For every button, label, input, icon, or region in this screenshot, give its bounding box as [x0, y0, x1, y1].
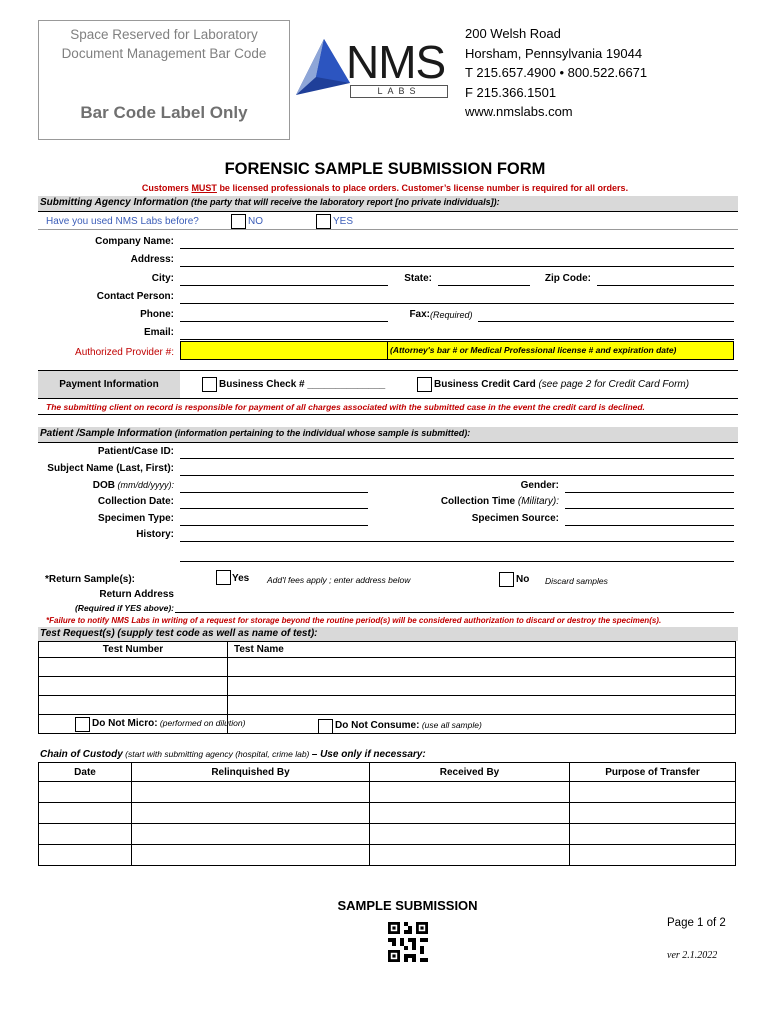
custody-relinquished-header — [132, 763, 370, 782]
contact-field[interactable] — [180, 303, 734, 304]
custody-cell[interactable] — [370, 845, 570, 866]
test-number-cell[interactable] — [39, 696, 228, 715]
test-number-header-text: Test Number — [102, 644, 164, 655]
gender-field[interactable] — [565, 492, 734, 493]
do-not-micro-label — [92, 718, 245, 729]
nms-logo-pyramid-icon — [296, 39, 350, 99]
nms-logo-sub: LABS — [350, 85, 448, 98]
barcode-box-line2: Document Management Bar Code — [61, 46, 267, 61]
table-row — [39, 803, 736, 824]
custody-cell[interactable] — [370, 803, 570, 824]
collection-time-field[interactable] — [565, 508, 734, 509]
patient-header-bold: Patient /Sample Information — [40, 428, 173, 439]
custody-cell[interactable] — [39, 824, 132, 845]
notice-post: be licensed professionals to place orders. Customer’s license number is required for all orders. — [216, 183, 629, 193]
city-label: City: — [151, 273, 174, 284]
page-number: Page 1 of 2 — [667, 917, 726, 929]
case-id-field[interactable] — [180, 458, 734, 459]
address-phone: T 215.657.4900 • 800.522.6671 — [465, 65, 648, 80]
form-title: FORENSIC SAMPLE SUBMISSION FORM — [224, 160, 546, 178]
barcode-box-label: Bar Code Label Only — [80, 103, 248, 122]
do-not-micro-note: (performed on dilution) — [157, 718, 246, 728]
fax-label-text: Fax: — [409, 309, 430, 320]
custody-cell[interactable] — [370, 782, 570, 803]
test-name-cell[interactable] — [228, 696, 736, 715]
collection-time-text: Collection Time — [440, 496, 516, 507]
license-notice — [0, 183, 770, 193]
credit-card-checkbox[interactable] — [417, 377, 432, 392]
credit-card-text: Business Credit Card — [434, 379, 536, 390]
history-label: History: — [136, 529, 174, 540]
custody-cell[interactable] — [370, 824, 570, 845]
return-address-field[interactable] — [175, 612, 734, 613]
agency-header-bold: Submitting Agency Information — [40, 197, 189, 208]
state-label: State: — [404, 273, 432, 284]
address-line2: Horsham, Pennsylvania 19044 — [465, 45, 643, 61]
return-sample-label: *Return Sample(s): — [45, 574, 136, 585]
agency-header — [40, 197, 500, 208]
patient-top-rule — [38, 442, 738, 443]
test-name-cell[interactable] — [228, 677, 736, 696]
test-number-cell[interactable] — [39, 677, 228, 696]
notice-pre: Customers — [141, 183, 192, 193]
address-website: www.nmslabs.com — [465, 104, 573, 119]
authorized-provider-label: Authorized Provider #: — [75, 347, 174, 358]
notice-must: MUST — [191, 183, 217, 193]
zip-field[interactable] — [597, 285, 734, 286]
custody-cell[interactable] — [39, 803, 132, 824]
business-check-label: Business Check # ______________ — [219, 379, 386, 390]
tests-header: Test Request(s) (supply test code as well as name of test): — [40, 628, 318, 639]
address-field[interactable] — [180, 266, 734, 267]
nms-logo — [296, 35, 456, 105]
fax-field[interactable] — [478, 321, 734, 322]
company-name-label: Company Name: — [95, 236, 174, 247]
test-number-header — [39, 642, 228, 658]
custody-cell[interactable] — [132, 782, 370, 803]
test-number-cell[interactable] — [39, 658, 228, 677]
used-before-no-label: NO — [248, 216, 263, 227]
credit-card-note: (see page 2 for Credit Card Form) — [535, 379, 690, 390]
return-address-label: Return Address — [99, 589, 174, 600]
specimen-source-field[interactable] — [565, 525, 734, 526]
custody-col-purpose: Purpose of Transfer — [605, 766, 700, 778]
payment-label: Payment Information — [59, 379, 159, 390]
payment-bottom-rule — [38, 414, 738, 415]
dob-format: (mm/dd/yyyy): — [114, 480, 174, 490]
table-row — [39, 696, 736, 715]
used-before-question: Have you used NMS Labs before? — [46, 216, 199, 227]
custody-cell[interactable] — [132, 803, 370, 824]
state-field[interactable] — [438, 285, 530, 286]
do-not-consume-text: Do Not Consume: — [335, 720, 420, 731]
lab-address — [465, 24, 647, 122]
do-not-micro-checkbox[interactable] — [75, 717, 90, 732]
agency-top-rule — [38, 211, 738, 212]
collection-date-field[interactable] — [180, 508, 368, 509]
address-line1: 200 Welsh Road — [465, 26, 561, 41]
table-row — [39, 677, 736, 696]
custody-header-bold: Chain of Custody — [40, 749, 123, 760]
custody-cell[interactable] — [570, 824, 736, 845]
payment-disclaimer: The submitting client on record is responsible for payment of all charges associated with the submitted case in the event the credit card is declined. — [46, 402, 645, 412]
table-row — [39, 782, 736, 803]
custody-cell[interactable] — [132, 824, 370, 845]
dob-label — [40, 480, 174, 491]
do-not-consume-label — [335, 720, 482, 731]
phone-field[interactable] — [180, 321, 388, 322]
table-row — [39, 763, 736, 782]
qr-code-icon — [388, 922, 428, 962]
test-name-cell[interactable] — [228, 658, 736, 677]
return-no-note: Discard samples — [545, 576, 608, 586]
email-label: Email: — [143, 327, 174, 338]
return-no-checkbox[interactable] — [499, 572, 514, 587]
patient-header — [40, 428, 470, 439]
custody-cell[interactable] — [570, 782, 736, 803]
patient-header-note: (information pertaining to the individual whose sample is submitted): — [172, 428, 471, 438]
collection-date-label: Collection Date: — [97, 496, 174, 507]
barcode-reserved-box — [38, 20, 290, 140]
table-row — [39, 845, 736, 866]
do-not-micro-text: Do Not Micro: — [92, 718, 158, 729]
dob-label-text: DOB — [92, 480, 115, 491]
address-fax: F 215.366.1501 — [465, 84, 557, 100]
custody-cell[interactable] — [570, 803, 736, 824]
table-row — [39, 824, 736, 845]
custody-cell[interactable] — [39, 782, 132, 803]
custody-date-header — [39, 763, 132, 782]
return-yes-note: Add'l fees apply ; enter address below — [267, 575, 411, 585]
specimen-type-label: Specimen Type: — [98, 513, 174, 524]
version-label: ver 2.1.2022 — [667, 950, 718, 961]
return-yes-checkbox[interactable] — [216, 570, 231, 585]
custody-cell[interactable] — [132, 845, 370, 866]
custody-received-header — [370, 763, 570, 782]
return-yes-label: Yes — [232, 573, 250, 584]
custody-cell[interactable] — [570, 845, 736, 866]
credit-card-label — [434, 379, 689, 390]
custody-header — [40, 749, 426, 760]
nms-logo-text: NMS — [346, 36, 446, 88]
payment-label-cell — [38, 371, 180, 398]
footer-title: SAMPLE SUBMISSION — [337, 898, 478, 913]
custody-col-received: Received By — [439, 766, 500, 778]
city-field[interactable] — [180, 285, 388, 286]
authorized-provider-note: (Attorney's bar # or Medical Professional license # and expiration date) — [390, 345, 677, 355]
used-before-rule — [38, 229, 738, 230]
chain-of-custody-table — [38, 762, 736, 866]
address-label: Address: — [130, 254, 174, 265]
history-field-2[interactable] — [180, 561, 734, 562]
custody-header-tail: – Use only if necessary: — [311, 749, 426, 760]
specimen-type-field[interactable] — [180, 525, 368, 526]
custody-col-relinquished: Relinquished By — [211, 766, 290, 778]
do-not-consume-note: (use all sample) — [419, 720, 482, 730]
zip-label: Zip Code: — [544, 273, 591, 284]
test-name-header-text: Test Name — [234, 644, 284, 655]
fax-label — [380, 309, 430, 320]
return-no-label: No — [516, 574, 530, 585]
phone-label: Phone: — [140, 309, 174, 320]
email-field[interactable] — [180, 339, 734, 340]
return-address-required: (Required if YES above): — [74, 603, 174, 613]
test-name-header — [228, 642, 736, 658]
table-row — [39, 658, 736, 677]
custody-header-note: (start with submitting agency (hospital, crime lab) — [122, 749, 312, 759]
contact-label: Contact Person: — [96, 291, 174, 302]
collection-time-note: (Military): — [515, 496, 559, 507]
table-row — [39, 642, 736, 658]
do-not-consume-checkbox[interactable] — [318, 719, 333, 734]
specimen-source-label: Specimen Source: — [471, 513, 559, 524]
barcode-box-line1: Space Reserved for Laboratory — [70, 27, 258, 42]
case-id-label: Patient/Case ID: — [97, 446, 174, 457]
collection-time-label — [400, 496, 559, 507]
custody-purpose-header — [570, 763, 736, 782]
dob-field[interactable] — [180, 492, 368, 493]
custody-col-date: Date — [74, 766, 96, 778]
used-before-yes-label: YES — [333, 216, 354, 227]
history-field-1[interactable] — [180, 541, 734, 542]
custody-cell[interactable] — [39, 845, 132, 866]
fax-required-note: (Required) — [430, 310, 473, 320]
subject-name-label: Subject Name (Last, First): — [47, 463, 174, 474]
used-before-no-checkbox[interactable] — [231, 214, 246, 229]
return-failure-notice: *Failure to notify NMS Labs in writing of a request for storage beyond the routine period(s) will be considered authorization to discard or destroy the specimen(s). — [46, 616, 662, 625]
business-check-checkbox[interactable] — [202, 377, 217, 392]
subject-name-field[interactable] — [180, 475, 734, 476]
agency-header-note: (the party that will receive the laboratory report [no private individuals]): — [188, 197, 500, 207]
company-name-field[interactable] — [180, 248, 734, 249]
gender-label: Gender: — [520, 480, 559, 491]
used-before-yes-checkbox[interactable] — [316, 214, 331, 229]
provider-divider — [387, 341, 388, 360]
